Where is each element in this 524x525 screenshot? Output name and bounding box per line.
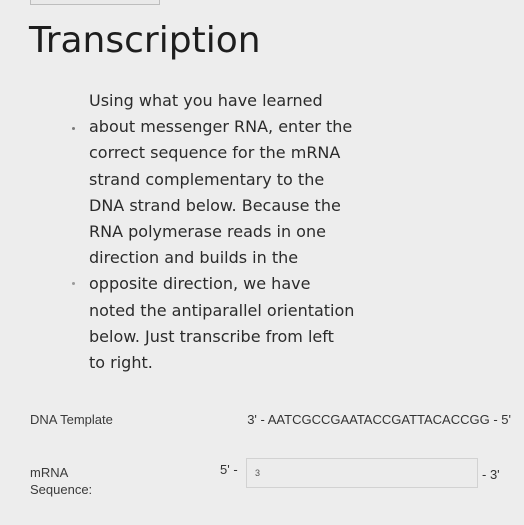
instructions-line: noted the antiparallel orientation	[89, 300, 355, 320]
instructions-line: DNA strand below. Because the	[89, 195, 341, 215]
dna-template-label: DNA Template	[30, 412, 113, 427]
instructions-line: to right.	[89, 353, 153, 373]
mrna-sequence-label	[30, 464, 92, 498]
mrna-sequence-input[interactable]	[246, 458, 478, 488]
instructions-line: about messenger RNA, enter the	[89, 117, 353, 137]
bullet-dot	[72, 127, 75, 130]
page-title: Transcription	[29, 20, 261, 61]
dna-template-sequence: 3' - AATCGCCGAATACCGATTACACCGG - 5'	[247, 412, 511, 427]
instructions-line: direction and builds in the	[89, 248, 299, 268]
instructions-line: correct sequence for the mRNA	[89, 143, 341, 163]
top-tab-edge	[30, 0, 160, 5]
instructions-paragraph	[89, 88, 389, 376]
instructions-line: RNA polymerase reads in one	[89, 222, 326, 242]
instructions-line: strand complementary to the	[89, 169, 325, 189]
instructions-line: below. Just transcribe from left	[89, 326, 334, 346]
mrna-label-line: mRNA	[30, 465, 69, 480]
mrna-label-line: Sequence:	[30, 482, 93, 497]
instructions-line: Using what you have learned	[89, 91, 323, 110]
instructions-line: opposite direction, we have	[89, 274, 311, 294]
five-prime-marker: 5' -	[220, 462, 238, 477]
bullet-dot	[72, 282, 75, 285]
three-prime-marker: - 3'	[482, 467, 500, 482]
